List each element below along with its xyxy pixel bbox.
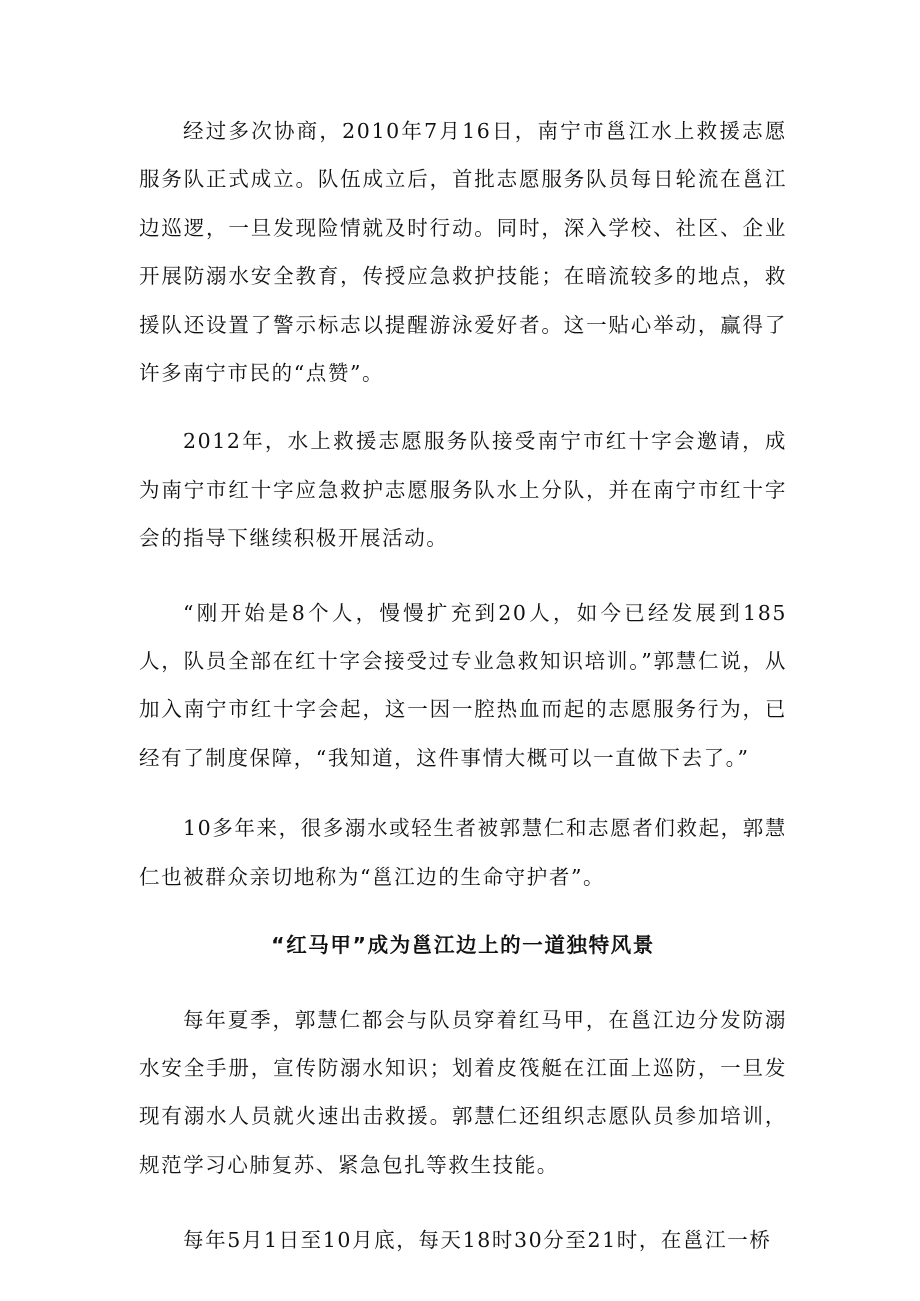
section-heading: “红马甲”成为邕江边上的一道独特风景 xyxy=(271,933,655,958)
paragraph-team-founding: 经过多次协商，2010年7月16日，南宁市邕江水上救援志愿服务队正式成立。队伍成立后，首批志愿服务队员每日轮流在邕江边巡逻，一旦发现险情就及时行动。同时，深入学校、社区、企业开展防溺水安全教育，传授应急救护技能；在暗流较多的地点，救援队还设置了警示标志以提醒游泳爱好者。这一贴心举动，赢得了许多南宁市民的“点赞”。 xyxy=(139,119,787,386)
paragraph-red-cross-2012: 2012年，水上救援志愿服务队接受南宁市红十字会邀请，成为南宁市红十字应急救护志愿服务队水上分队，并在南宁市红十字会的指导下继续积极开展活动。 xyxy=(139,429,787,551)
paragraph-quote-growth: “刚开始是8个人，慢慢扩充到20人，如今已经发展到185人，队员全部在红十字会接受过专业急救知识培训。”郭慧仁说，从加入南宁市红十字会起，这一因一腔热血而起的志愿服务行为，已经有了制度保障，“我知道，这件事情大概可以一直做下去了。” xyxy=(139,600,787,770)
paragraph-summer-activities: 每年夏季，郭慧仁都会与队员穿着红马甲，在邕江边分发防溺水安全手册，宣传防溺水知识；划着皮筏艇在江面上巡防，一旦发现有溺水人员就火速出击救援。郭慧仁还组织志愿队员参加培训，规范学习心肺复苏、紧急包扎等救生技能。 xyxy=(139,1007,787,1177)
paragraph-life-guardian: 10多年来，很多溺水或轻生者被郭慧仁和志愿者们救起，郭慧仁也被群众亲切地称为“邕江边的生命守护者”。 xyxy=(139,816,787,889)
paragraph-patrol-schedule: 每年5月1日至10月底，每天18时30分至21时，在邕江一桥 xyxy=(183,1228,772,1253)
document-body xyxy=(139,107,787,1265)
